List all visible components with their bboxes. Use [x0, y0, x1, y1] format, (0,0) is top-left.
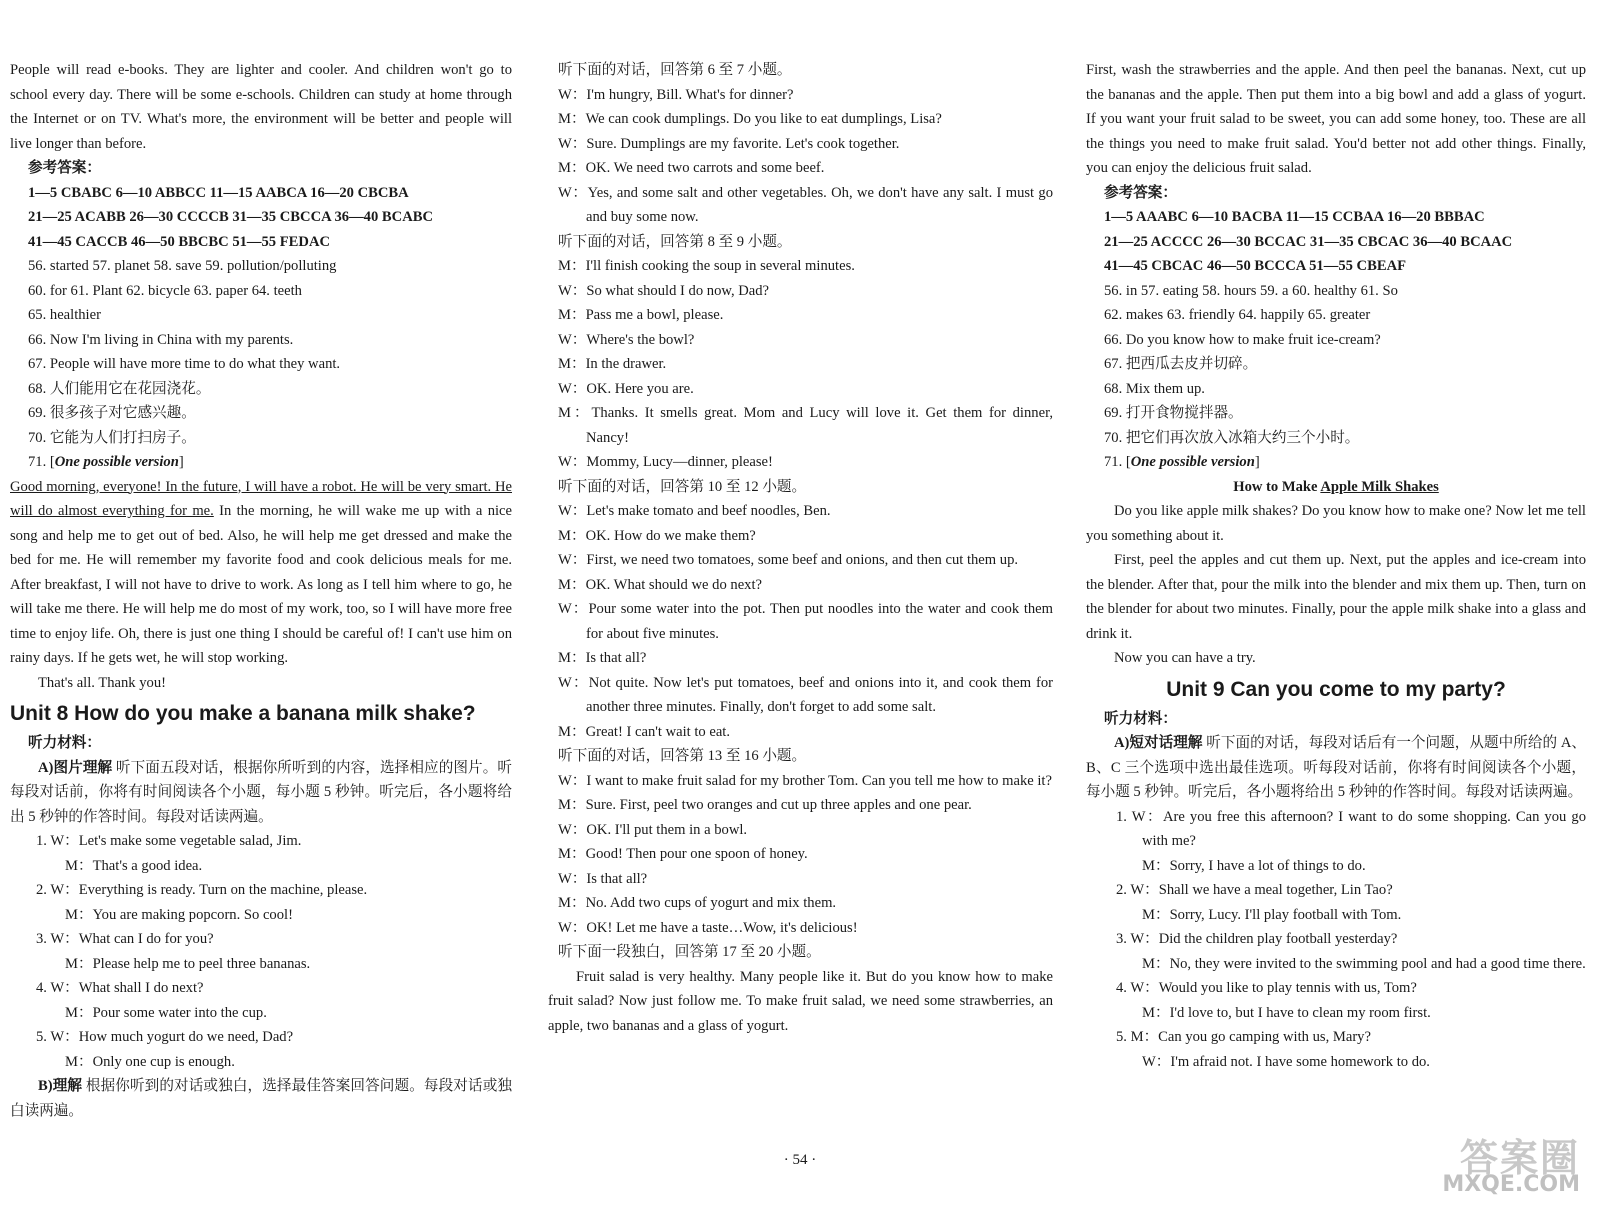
essay-title: How to Make Apple Milk Shakes — [1233, 478, 1439, 495]
dialogue-line: M：Sorry, I have a lot of things to do. — [1142, 857, 1366, 874]
dialogue-line: W：Where's the bowl? — [558, 331, 695, 348]
dialogue-line: M：In the drawer. — [558, 356, 667, 372]
dialogue-line: 3. W：What can I do for you? — [36, 931, 214, 947]
question-prompt: 听下面的对话，回答第 6 至 7 小题。 — [558, 62, 792, 78]
essay-paragraph: Do you like apple milk shakes? Do you know how to make one? Now let me tell you something about it. — [1086, 503, 1586, 544]
dialogue-line: W：Is that all? — [558, 870, 648, 887]
answer-row: 66. Do you know how to make fruit ice-cream? — [1104, 331, 1381, 348]
dialogue-line: 2. W：Everything is ready. Turn on the machine, please. — [36, 882, 368, 898]
dialogue-line: 5. M：Can you go camping with us, Mary? — [1116, 1029, 1371, 1045]
answer-row: 69. 打开食物搅拌器。 — [1104, 405, 1243, 421]
answer-row: 70. 把它们再次放入冰箱大约三个小时。 — [1104, 429, 1360, 446]
essay-paragraph: Now you can have a try. — [1114, 650, 1256, 666]
dialogue-line: M：Good! Then pour one spoon of honey. — [558, 846, 808, 862]
answer-row: 41—45 CACCB 46—50 BBCBC 51—55 FEDAC — [28, 233, 331, 250]
essay-underlined: Good morning, everyone! In the future, I will have a robot. He will be very smart. He will do almost everything for me. — [10, 478, 512, 519]
dialogue-line: W：Mommy, Lucy—dinner, please! — [558, 454, 773, 470]
answer-row: 21—25 ACCCC 26—30 BCCAC 31—35 CBCAC 36—40 BCAAC — [1104, 233, 1513, 250]
column-right — [1086, 58, 1586, 1074]
column-middle — [548, 58, 1053, 1038]
dialogue-line: 4. W：Would you like to play tennis with us, Tom? — [1116, 980, 1417, 996]
dialogue-line: W：I'm hungry, Bill. What's for dinner? — [558, 86, 794, 103]
answer-key-label: 参考答案： — [1104, 184, 1177, 201]
listening-label: 听力材料： — [1104, 710, 1177, 727]
page-number: · 54 · — [783, 1152, 817, 1168]
answer-row: 62. makes 63. friendly 64. happily 65. greater — [1104, 307, 1371, 323]
dialogue-line: M：Great! I can't wait to eat. — [558, 723, 731, 740]
dialogue-line: W：OK. Here you are. — [558, 380, 694, 397]
dialogue-line: M：OK. What should we do next? — [558, 576, 763, 593]
answer-row: 56. in 57. eating 58. hours 59. a 60. healthy 61. So — [1104, 282, 1398, 299]
question-prompt: 听下面一段独白，回答第 17 至 20 小题。 — [558, 944, 821, 960]
intro-paragraph: People will read e-books. They are lighter and cooler. And children won't go to school every day. There will be some e-schools. Children can study at home through the Internet or on TV. What's more, the environment will be better and people will live longer than before. — [10, 62, 512, 152]
dialogue-line: M：Pour some water into the cup. — [65, 1004, 267, 1021]
question-prompt: 听下面的对话，回答第 8 至 9 小题。 — [558, 233, 792, 250]
unit9-title: Unit 9 Can you come to my party? — [1166, 677, 1506, 701]
dialogue-line: M：OK. How do we make them? — [558, 527, 756, 544]
dialogue-line: M：Only one cup is enough. — [65, 1053, 235, 1070]
dialogue-line: 2. W：Shall we have a meal together, Lin Tao? — [1116, 882, 1393, 898]
answer-row: 68. Mix them up. — [1104, 380, 1205, 397]
essay-closing: That's all. Thank you! — [38, 674, 167, 691]
dialogue-line: M：Please help me to peel three bananas. — [65, 955, 311, 972]
dialogue-line: W：Let's make tomato and beef noodles, Ben. — [558, 503, 831, 519]
answer-row: 68. 人们能用它在花园浇花。 — [28, 380, 211, 397]
watermark-logo: 答案圈 MXQE.COM — [1442, 1136, 1580, 1197]
dialogue-line: M：Pass me a bowl, please. — [558, 307, 724, 323]
answer-row: 67. People will have more time to do what they want. — [28, 356, 341, 372]
answer-row: 1—5 CBABC 6—10 ABBCC 11—15 AABCA 16—20 CBCBA — [28, 184, 409, 201]
dialogue-line: W：OK. I'll put them in a bowl. — [558, 821, 748, 838]
dialogue-line: M：No, they were invited to the swimming pool and had a good time there. — [1142, 955, 1586, 972]
section-b-instructions: B)理解 根据你听到的对话或独白，选择最佳答案回答问题。每段对话或独白读两遍。 — [10, 1078, 512, 1119]
dialogue-line: 3. W：Did the children play football yesterday? — [1116, 931, 1398, 947]
dialogue-line: 4. W：What shall I do next? — [36, 980, 204, 996]
answer-row: 70. 它能为人们打扫房子。 — [28, 429, 196, 446]
question-prompt: 听下面的对话，回答第 10 至 12 小题。 — [558, 478, 807, 495]
monologue-paragraph: Fruit salad is very healthy. Many people like it. But do you know how to make fruit salad? Now just follow me. To make fruit salad, we need some strawberries, an apple, two bananas and a glass of yogurt. — [548, 968, 1053, 1034]
answer-key-label: 参考答案： — [28, 160, 101, 176]
dialogue-line: W：Sure. Dumplings are my favorite. Let's cook together. — [558, 135, 900, 152]
answer-row: 65. healthier — [28, 307, 101, 323]
question-prompt: 听下面的对话，回答第 13 至 16 小题。 — [558, 748, 807, 764]
dialogue-line: W：First, we need two tomatoes, some beef and onions, and then cut them up. — [558, 552, 1019, 568]
answer-71: 71. [One possible version] — [28, 454, 184, 470]
answer-71: 71. [One possible version] — [1104, 454, 1260, 470]
monologue-continued: First, wash the strawberries and the apple. And then peel the bananas. Next, cut up the bananas and the apple. Then put them into a big bowl and add a glass of yogurt. If you want your fruit salad to be sweet, you can add some honey, too. These are all the things you need to make fruit salad. You'd better not add other things. Finally, you can enjoy the delicious fruit salad. — [1086, 62, 1586, 176]
section-a-instructions: A)图片理解 听下面五段对话，根据你所听到的内容，选择相应的图片。听每段对话前，你将有时间阅读各个小题，每小题 5 秒钟。听完后，各小题将给出 5 秒钟的作答时间。每段对话读两遍。 — [10, 759, 512, 825]
dialogue-line: 1. W：Are you free this afternoon? I want to do some shopping. Can you go with me? — [1116, 808, 1586, 849]
dialogue-line: W：Not quite. Now let's put tomatoes, beef and onions into it, and cook them for another three minutes. Finally, don't forget to add some salt. — [558, 674, 1053, 715]
dialogue-line: M：No. Add two cups of yogurt and mix them. — [558, 895, 837, 911]
dialogue-line: M：We can cook dumplings. Do you like to eat dumplings, Lisa? — [558, 111, 942, 127]
listening-label: 听力材料： — [28, 735, 101, 751]
answer-row: 69. 很多孩子对它感兴趣。 — [28, 405, 196, 421]
dialogue-line: W：I'm afraid not. I have some homework to do. — [1142, 1053, 1430, 1070]
dialogue-line: 1. W：Let's make some vegetable salad, Jim. — [36, 833, 302, 849]
dialogue-line: M：I'd love to, but I have to clean my room first. — [1142, 1004, 1431, 1021]
dialogue-line: W：OK! Let me have a taste…Wow, it's delicious! — [558, 919, 858, 936]
dialogue-line: M：OK. We need two carrots and some beef. — [558, 160, 825, 176]
dialogue-line: W：Pour some water into the pot. Then put noodles into the water and cook them for about five minutes. — [558, 601, 1053, 642]
dialogue-line: 5. W：How much yogurt do we need, Dad? — [36, 1029, 294, 1045]
dialogue-line: W：So what should I do now, Dad? — [558, 282, 770, 299]
essay-paragraph: Good morning, everyone! In the future, I will have a robot. He will be very smart. He will do almost everything for me. In the morning, he will wake me up with a nice song and help me to get out of bed. Also, he will help me get dressed and make the bed for me. He will remember my favorite food and cook delicious meals for me. After breakfast, I will not have to drive to work. As long as I tell him where to go, he will take me there. He will help me do most of my work, too, so I will have more free time to enjoy life. Oh, there is just one thing I should be careful of! I can't use him on rainy days. If he gets wet, he will stop working. — [10, 478, 512, 666]
dialogue-line: M：That's a good idea. — [65, 857, 203, 874]
dialogue-line: M：Sure. First, peel two oranges and cut up three apples and one pear. — [558, 797, 972, 813]
answer-row: 1—5 AAABC 6—10 BACBA 11—15 CCBAA 16—20 BBBAC — [1104, 209, 1485, 225]
dialogue-line: M：Sorry, Lucy. I'll play football with Tom. — [1142, 906, 1402, 923]
dialogue-line: W：I want to make fruit salad for my brother Tom. Can you tell me how to make it? — [558, 772, 1052, 789]
column-left — [10, 58, 512, 1123]
dialogue-line: M：You are making popcorn. So cool! — [65, 906, 293, 923]
section-a-instructions: A)短对话理解 听下面的对话，每段对话后有一个问题，从题中所给的 A、B、C 三个选项中选出最佳选项。听每段对话前，你将有时间阅读各个小题，每小题 5 秒钟。听完后，各小题将给出 5 秒钟的作答时间。每段对话读两遍。 — [1086, 735, 1586, 800]
dialogue-line: M：I'll finish cooking the soup in several minutes. — [558, 258, 855, 274]
answer-row: 60. for 61. Plant 62. bicycle 63. paper 64. teeth — [28, 282, 302, 299]
dialogue-line: M：Is that all? — [558, 650, 647, 666]
essay-paragraph: First, peel the apples and cut them up. Next, put the apples and ice-cream into the blender. After that, pour the milk into the blender and mix them up. Then, turn on the blender for about two minutes. Finally, pour the apple milk shake into a glass and drink it. — [1086, 552, 1586, 642]
dialogue-line: M：Thanks. It smells great. Mom and Lucy will love it. Get them for dinner, Nancy! — [558, 405, 1053, 446]
answer-row: 67. 把西瓜去皮并切碎。 — [1104, 356, 1258, 372]
dialogue-line: W：Yes, and some salt and other vegetables. Oh, we don't have any salt. I must go and buy some now. — [558, 184, 1053, 225]
answer-row: 56. started 57. planet 58. save 59. pollution/polluting — [28, 258, 337, 274]
unit8-title: Unit 8 How do you make a banana milk shake? — [10, 702, 476, 725]
answer-row: 66. Now I'm living in China with my parents. — [28, 331, 294, 348]
answer-row: 41—45 CBCAC 46—50 BCCCA 51—55 CBEAF — [1104, 258, 1407, 274]
answer-row: 21—25 ACABB 26—30 CCCCB 31—35 CBCCA 36—40 BCABC — [28, 209, 434, 225]
